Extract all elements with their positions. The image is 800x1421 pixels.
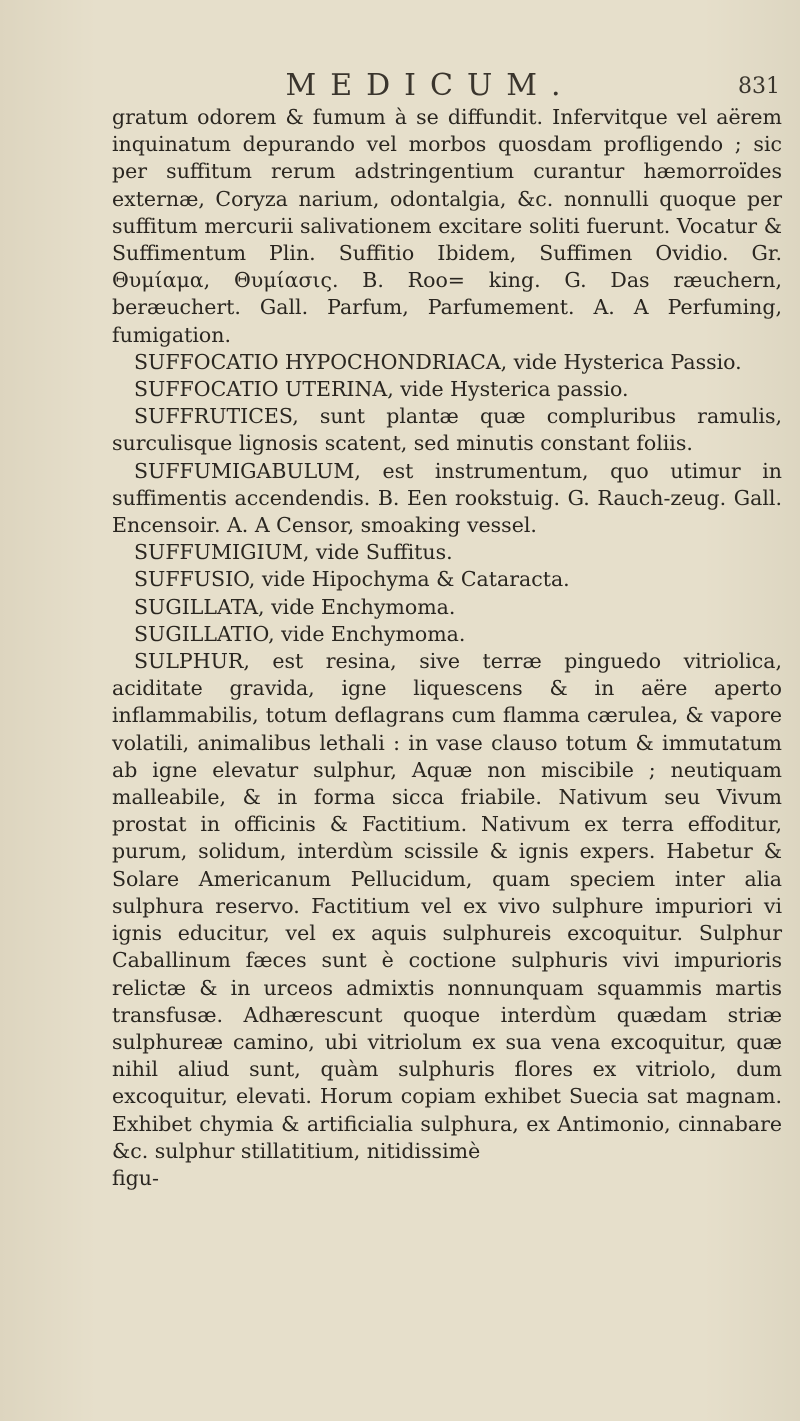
paragraph-suffitus-continued: gratum odorem & fumum à se diffundit. Infervitque vel aërem inquinatum depurando vel morbos quosdam profligendo ; sic per suffitum rerum adstringentium curantur hæmorroïdes externæ, Coryza narium, odontalgia, &c. nonnulli quoque per suffitum mercurii salivationem excitare soliti fuerunt. Vocatur & Suffimentum Plin. Suffitio Ibidem, Suffimen Ovidio. Gr. Θυμίαμα, Θυμίασις. B. Roo= king. G. Das ræuchern, beræuchert. Gall. Parfum, Parfumement. A. A Perfuming, fumigation.: [112, 105, 782, 347]
entry-suffocatio-hypochondriaca: SUFFOCATIO HYPOCHONDRIACA, vide Hysterica Passio.: [134, 349, 742, 374]
page-header: [80, 68, 780, 108]
page-number: 831: [738, 74, 780, 99]
catchword: figu-: [112, 1165, 159, 1190]
entry-suffocatio-uterina: SUFFOCATIO UTERINA, vide Hysterica passio.: [134, 377, 629, 402]
text-body: [112, 104, 782, 1192]
entry-suffumigabulum: SUFFUMIGABULUM, est instrumentum, quo utimur in suffimentis accendendis. B. Een rookstuig. G. Rauch-zeug. Gall. Encensoir. A. A Censor, smoaking vessel.: [112, 458, 782, 538]
entry-sugillata: SUGILLATA, vide Enchymoma.: [134, 594, 456, 619]
entry-suffrutices: SUFFRUTICES, sunt plantæ quæ compluribus ramulis, surculisque lignosis scatent, sed minutis constant foliis.: [112, 404, 782, 456]
entry-sulphur: SULPHUR, est resina, sive terræ pinguedo vitriolica, aciditate gravida, igne liquescens & in aëre aperto inflammabilis, totum deflagrans cum flamma cærulea, & vapore volatili, animalibus lethali : in vase clauso totum & immutatum ab igne elevatur sulphur, Aquæ non miscibile ; neutiquam malleabile, & in forma sicca friabile. Nativum seu Vivum prostat in officinis & Factitium. Nativum ex terra effoditur, purum, solidum, interdùm scissile & ignis expers. Habetur & Solare Americanum Pellucidum, quam speciem inter alia sulphura reservo. Factitium vel ex vivo sulphure impuriori vi ignis educitur, vel ex aquis sulphureis excoquitur. Sulphur Caballinum fæces sunt è coctione sulphuris vivi impurioris relictæ & in urceos admixtis nonnunquam squammis martis transfusæ. Adhærescunt quoque interdùm quædam striæ sulphureæ camino, ubi vitriolum ex sua vena excoquitur, quæ nihil aliud sunt, quàm sulphuris flores ex vitriolo, dum excoquitur, elevati. Horum copiam exhibet Suecia sat magnam. Exhibet chymia & artificialia sulphura, ex Antimonio, cinnabare &c. sulphur stillatitium, nitidissimè: [112, 649, 782, 1163]
entry-suffusio: SUFFUSIO, vide Hipochyma & Cataracta.: [134, 567, 570, 592]
entry-suffumigium: SUFFUMIGIUM, vide Suffitus.: [134, 540, 453, 565]
running-head: MEDICUM.: [285, 68, 575, 103]
entry-sugillatio: SUGILLATIO, vide Enchymoma.: [134, 621, 466, 646]
